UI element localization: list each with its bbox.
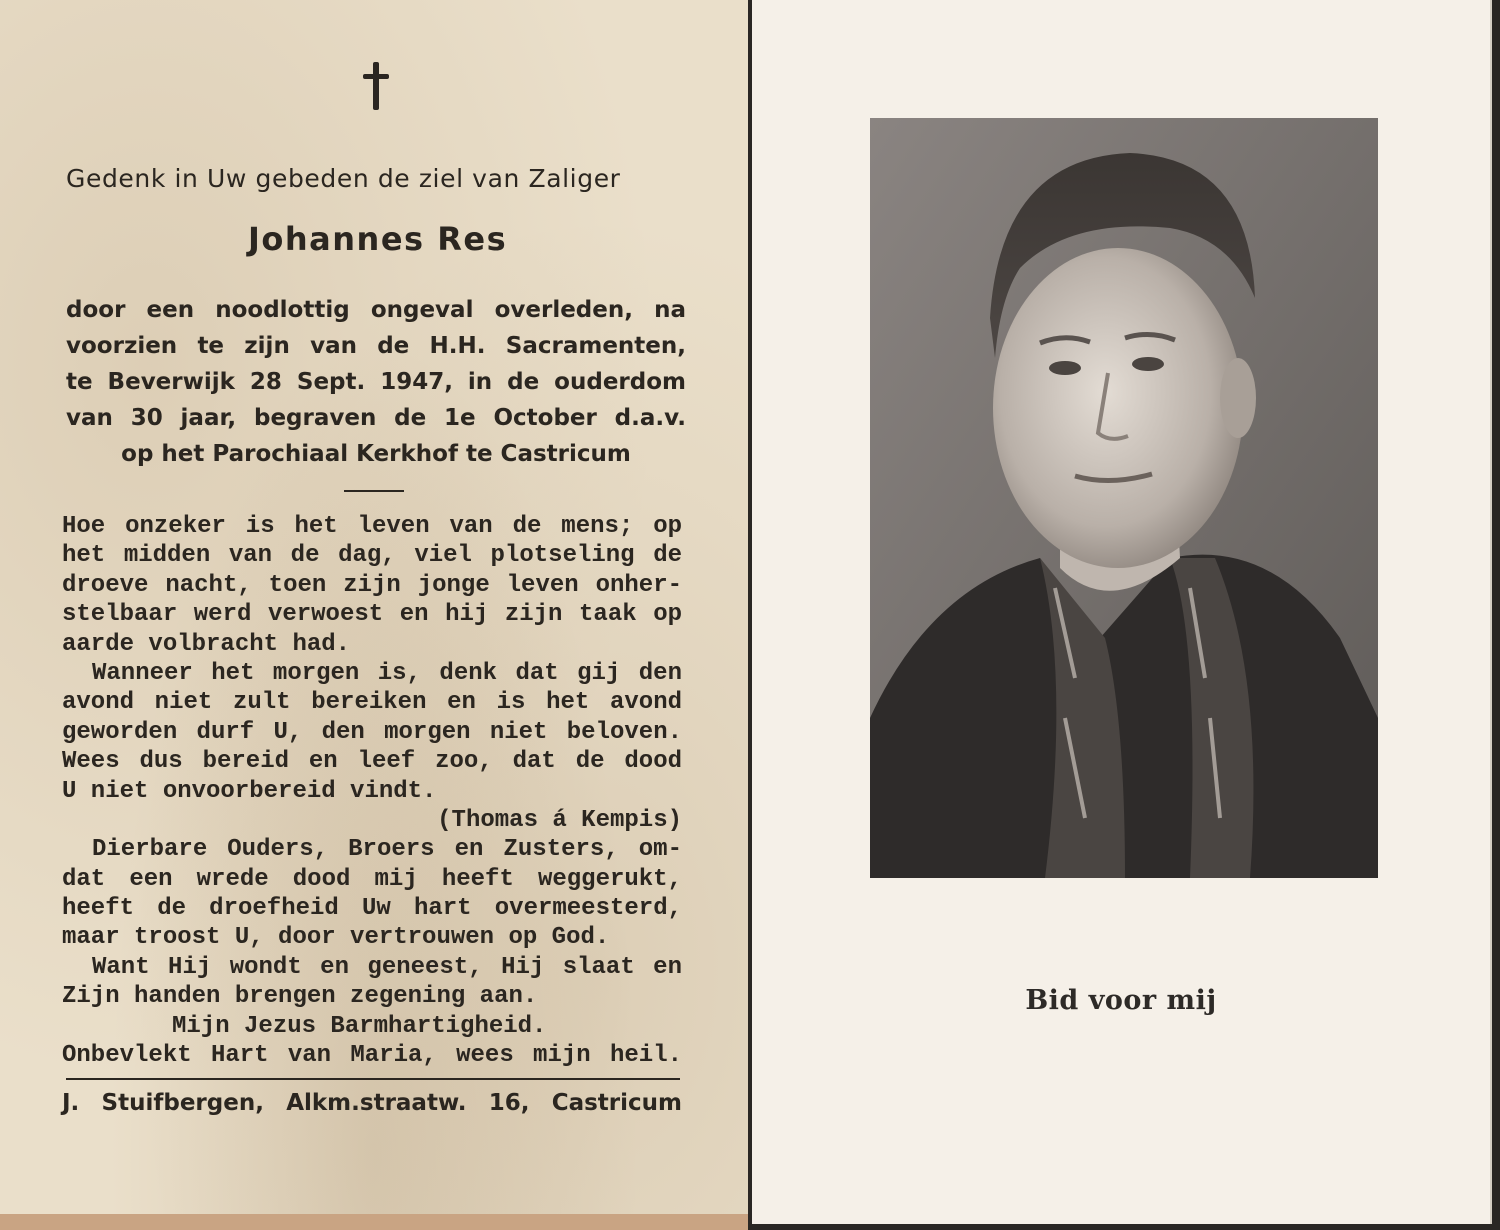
- poem-line: geworden durf U, den morgen niet beloven.: [62, 718, 682, 746]
- cross-icon: [359, 62, 393, 112]
- poem-line: droeve nacht, toen zijn jonge leven onher-: [62, 571, 682, 599]
- divider: [66, 1078, 680, 1080]
- notice-line: voorzien te zijn van de H.H. Sacramenten,: [66, 333, 686, 359]
- intro-text: Gedenk in Uw gebeden de ziel van Zaliger: [66, 164, 621, 193]
- printer-imprint: J. Stuifbergen, Alkm.straatw. 16, Castricum: [62, 1090, 682, 1116]
- notice-line: op het Parochiaal Kerkhof te Castricum: [121, 441, 631, 467]
- poem-line: U niet onvoorbereid vindt.: [62, 777, 437, 805]
- poem-line: Onbevlekt Hart van Maria, wees mijn heil.: [62, 1042, 682, 1070]
- poem-line: aarde volbracht had.: [62, 630, 351, 658]
- death-notice: [66, 292, 686, 472]
- poem-line: Want Hij wondt en geneest, Hij slaat en: [92, 953, 682, 981]
- poem-line: dat een wrede dood mij heeft weggerukt,: [62, 865, 682, 893]
- poem-line: Hoe onzeker is het leven van de mens; op: [62, 513, 682, 540]
- memorial-card-text-side: [0, 0, 748, 1214]
- notice-line: door een noodlottig ongeval overleden, na: [66, 297, 686, 323]
- portrait-photo: [870, 118, 1378, 878]
- poem-line: Zijn handen brengen zegening aan.: [62, 983, 538, 1011]
- poem-line: Wees dus bereid en leef zoo, dat de dood: [62, 748, 682, 776]
- photo-caption: Bid voor mij: [1025, 985, 1217, 1016]
- poem-line: Mijn Jezus Barmhartigheid.: [172, 1012, 547, 1040]
- poem-line: avond niet zult bereiken en is het avond: [62, 689, 682, 717]
- poem-line: Dierbare Ouders, Broers en Zusters, om-: [92, 836, 682, 864]
- poem-line: Wanneer het morgen is, denk dat gij den: [92, 659, 682, 687]
- poem-attribution: (Thomas á Kempis): [437, 806, 682, 834]
- memorial-card-photo-side: [748, 0, 1500, 1230]
- poem-line: stelbaar werd verwoest en hij zijn taak op: [62, 601, 682, 629]
- poem-line: het midden van de dag, viel plotseling de: [62, 542, 682, 570]
- divider: [344, 490, 404, 492]
- notice-line: te Beverwijk 28 Sept. 1947, in de ouderdom: [66, 369, 686, 395]
- deceased-name: Johannes Res: [248, 220, 508, 258]
- poem-line: heeft de droefheid Uw hart overmeesterd,: [62, 895, 682, 923]
- scan-edge: [0, 1214, 748, 1230]
- memorial-poem: [62, 512, 682, 1070]
- poem-line: maar troost U, door vertrouwen op God.: [62, 924, 610, 952]
- portrait-image: [870, 118, 1378, 878]
- notice-line: van 30 jaar, begraven de 1e October d.a.v.: [66, 405, 686, 431]
- photo-card-face: [752, 0, 1492, 1224]
